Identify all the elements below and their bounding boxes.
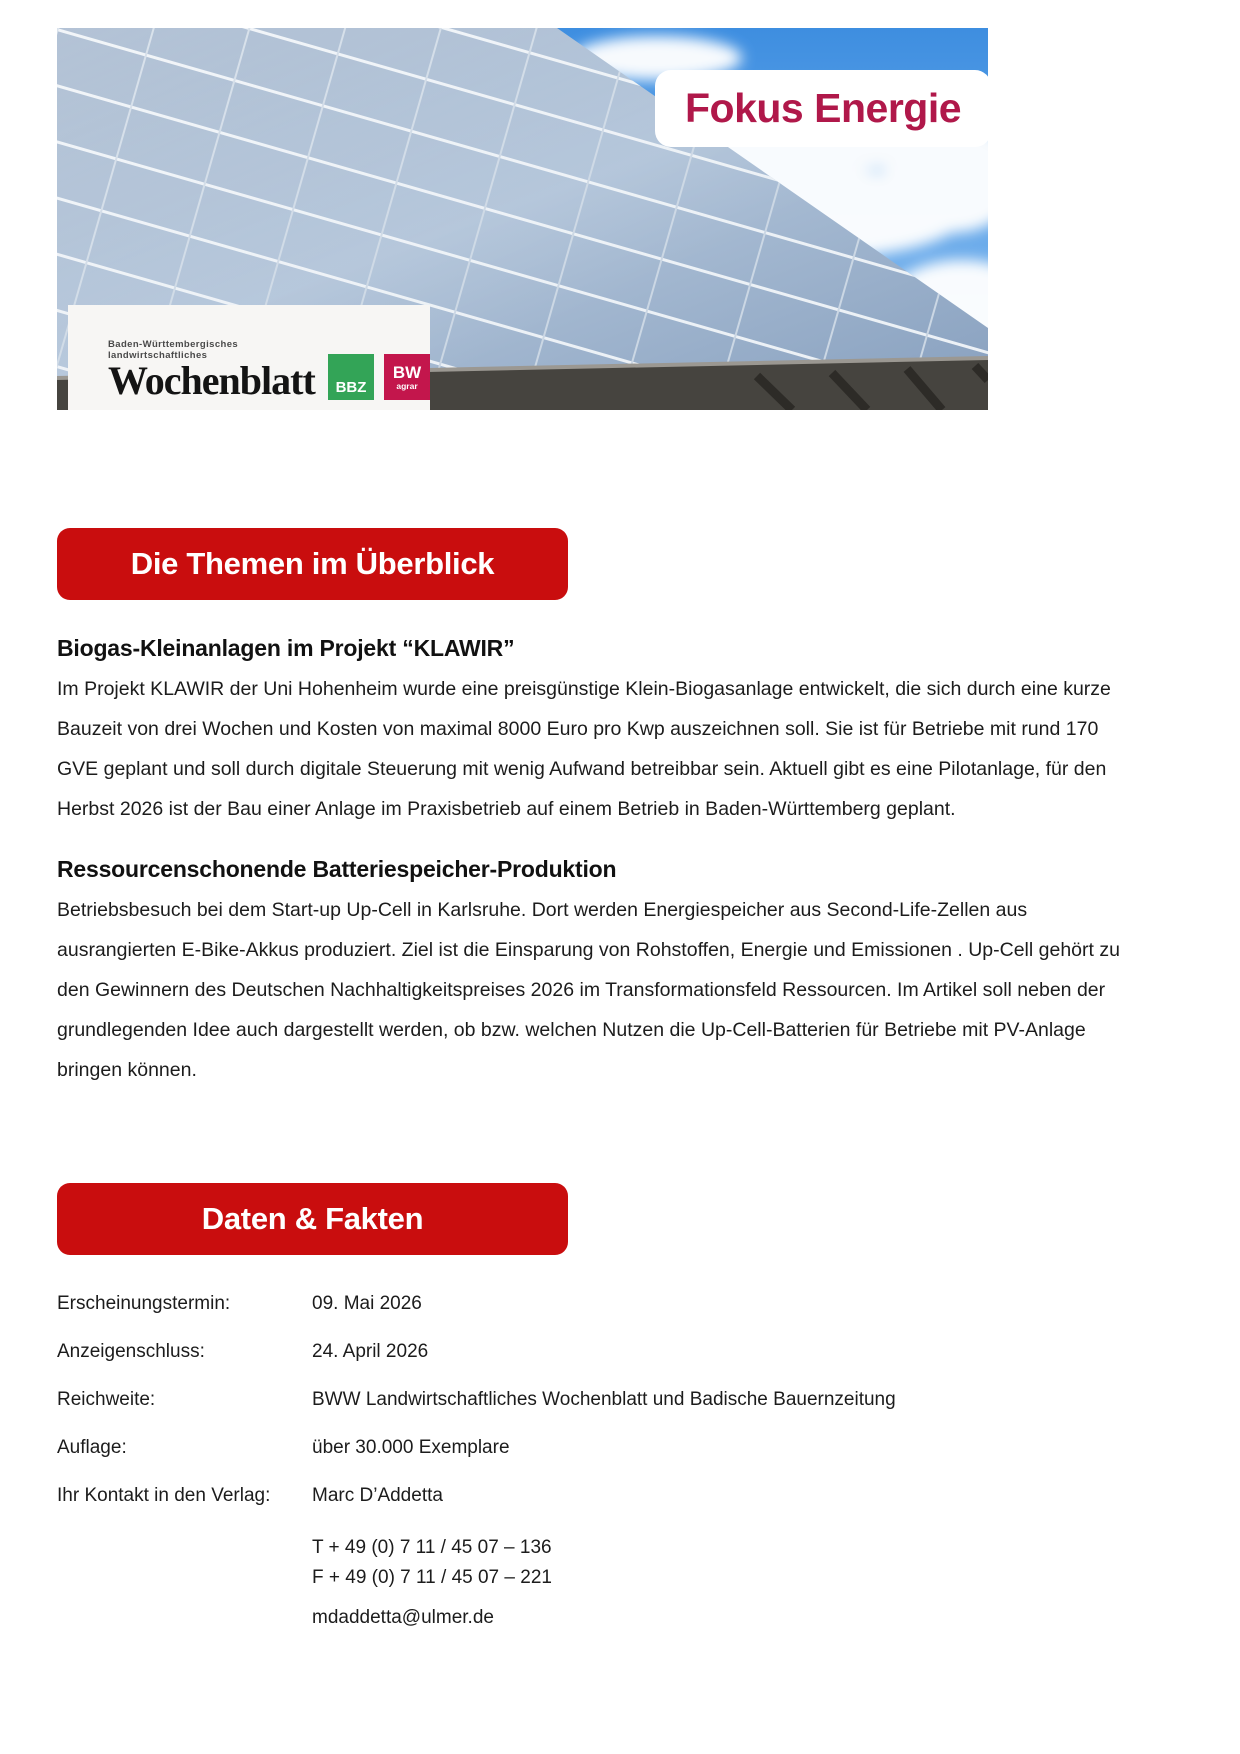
fact-label: Auflage: [57, 1437, 127, 1458]
fact-row-erscheinungstermin [57, 1293, 1142, 1315]
wochenblatt-wordmark [108, 339, 318, 403]
article-title: Ressourcenschonende Batteriespeicher-Produktion [57, 855, 617, 882]
phone-t: T + 49 (0) 7 11 / 45 07 – 136 [312, 1537, 552, 1558]
topics-section-title: Die Themen im Überblick [130, 546, 495, 581]
article-batteriespeicher [57, 856, 1142, 1091]
contact-email: mdaddetta@ulmer.de [312, 1607, 494, 1629]
logo-tagline: Baden-Württembergisches landwirtschaftliches [108, 339, 239, 361]
fact-label: Anzeigenschluss: [57, 1341, 205, 1362]
fact-label: Reichweite: [57, 1389, 156, 1410]
fact-value: 24. April 2026 [312, 1341, 429, 1362]
facts-section-banner [57, 1183, 568, 1255]
facts-section-title: Daten & Fakten [201, 1201, 424, 1236]
fact-value: über 30.000 Exemplare [312, 1437, 510, 1458]
fact-row-reichweite [57, 1389, 1142, 1411]
header-photo [57, 28, 988, 410]
article-body: Im Projekt KLAWIR der Uni Hohenheim wurde eine preisgünstige Klein-Biogasanlage entwickelt, die sich durch eine kurze Bauzeit von drei Wochen und Kosten von maximal 8000 Euro pro Kwp auszeichnen soll. Sie ist für Betriebe mit rund 170 GVE geplant und soll durch digitale Steuerung mit wenig Aufwand betreibbar sein. Aktuell gibt es eine Pilotanlage, für den Herbst 2026 ist der Bau einer Anlage im Praxisbetrieb auf einem Betrieb in Baden-Württemberg geplant. [57, 678, 1111, 820]
contact-name: Marc D’Addetta [312, 1485, 443, 1506]
publisher-logo [68, 305, 430, 410]
bbz-logo-label: BBZ [335, 379, 367, 396]
phone-f: F + 49 (0) 7 11 / 45 07 – 221 [312, 1567, 552, 1589]
contact-details [312, 1533, 1142, 1629]
fact-label-empty [57, 1533, 312, 1629]
article-body: Betriebsbesuch bei dem Start-up Up-Cell in Karlsruhe. Dort werden Energiespeicher aus Second-Life-Zellen aus ausrangierten E-Bike-Akkus produziert. Ziel ist die Einsparung von Rohstoffen, Energie und Emissionen . Up-Cell gehört zu den Gewinnern des Deutschen Nachhaltigkeitspreises 2026 im Transformationsfeld Ressourcen. Im Artikel soll neben der grundlegenden Idee auch dargestellt werden, ob bzw. welchen Nutzen die Up-Cell-Batterien für Betriebe mit PV-Anlage bringen können. [57, 898, 1120, 1081]
title-badge [655, 70, 988, 147]
fact-label: Erscheinungstermin: [57, 1293, 231, 1314]
facts-list [57, 1293, 1142, 1629]
fact-row-kontakt [57, 1485, 1142, 1507]
bw-agrar-logo [384, 354, 430, 400]
article-biogas [57, 635, 1142, 830]
topics-section-banner [57, 528, 568, 600]
phone-block [312, 1533, 1142, 1593]
logo-name: Wochenblatt [108, 358, 315, 403]
title-badge-label: Fokus Energie [685, 85, 962, 131]
fact-label: Ihr Kontakt in den Verlag: [57, 1485, 271, 1506]
fact-row-contact-details [57, 1533, 1142, 1629]
articles-section [57, 635, 1142, 1091]
bw-logo-sublabel: agrar [396, 380, 418, 391]
fact-row-auflage [57, 1437, 1142, 1459]
fact-row-anzeigenschluss [57, 1341, 1142, 1363]
article-title: Biogas-Kleinanlagen im Projekt “KLAWIR” [57, 635, 515, 661]
bbz-logo [328, 354, 374, 400]
fact-value: BWW Landwirtschaftliches Wochenblatt und Badische Bauernzeitung [312, 1389, 896, 1410]
fact-value: 09. Mai 2026 [312, 1293, 422, 1314]
bw-logo-label: BW [392, 362, 422, 382]
